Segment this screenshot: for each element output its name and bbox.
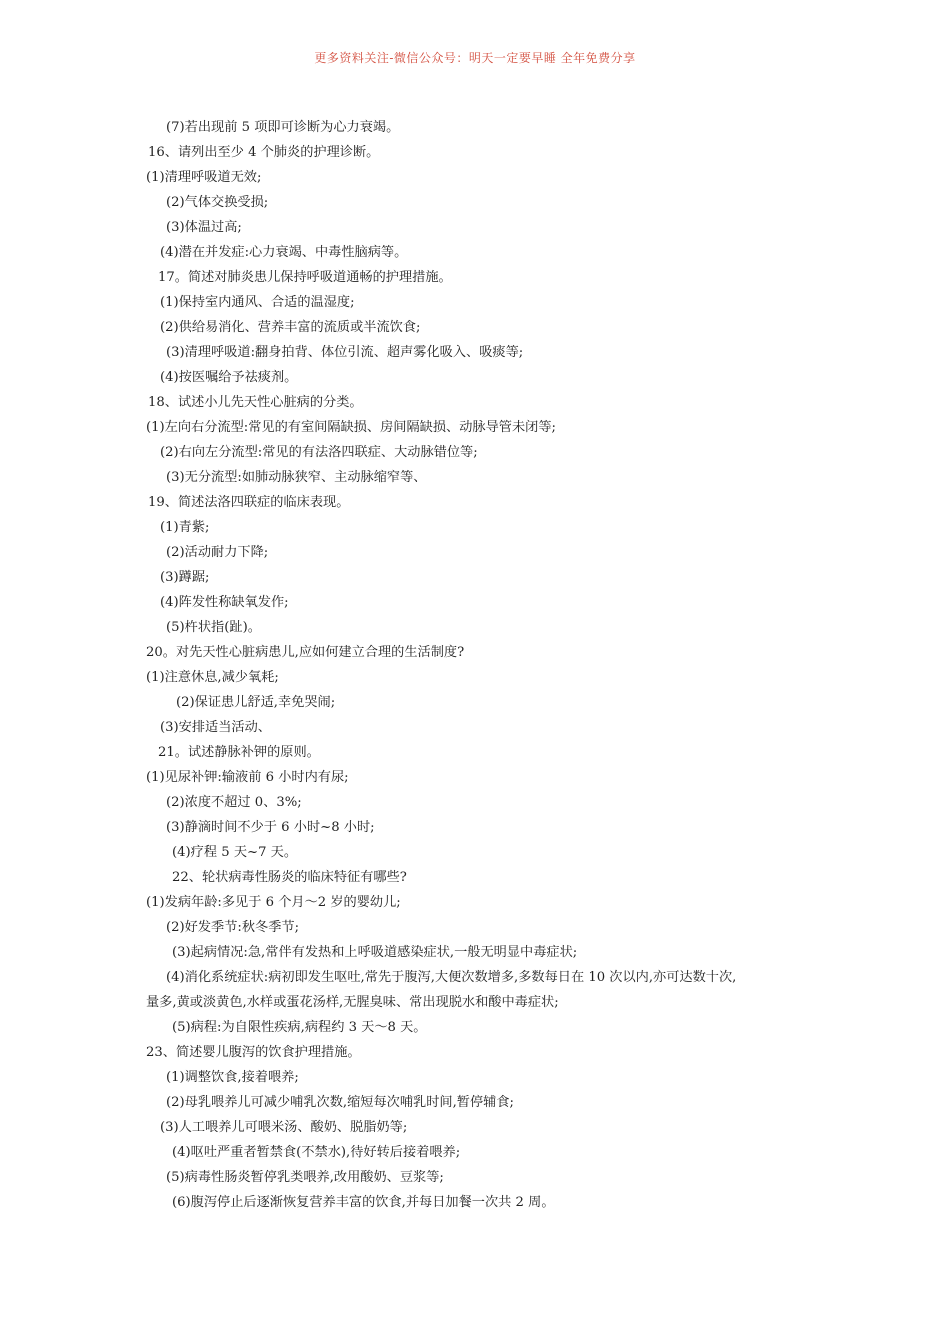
text-line: (2)供给易消化、营养丰富的流质或半流饮食; <box>160 320 421 335</box>
question-heading: 20。对先天性心脏病患儿,应如何建立合理的生活制度? <box>146 645 465 660</box>
text-line: (4)阵发性称缺氧发作; <box>160 595 289 610</box>
text-line: (2)活动耐力下降; <box>166 545 269 560</box>
question-heading: 17。简述对肺炎患儿保持呼吸道通畅的护理措施。 <box>158 270 452 285</box>
text-line: (2)气体交换受损; <box>166 195 269 210</box>
text-line: (4)疗程 5 天~7 天。 <box>172 845 298 860</box>
text-line: (5)杵状指(趾)。 <box>166 620 261 635</box>
text-line: (6)腹泻停止后逐渐恢复营养丰富的饮食,并每日加餐一次共 2 周。 <box>172 1195 555 1210</box>
text-line: (1)发病年龄:多见于 6 个月～2 岁的婴幼儿; <box>146 895 401 910</box>
text-line: (2)右向左分流型:常见的有法洛四联症、大动脉错位等; <box>160 445 478 460</box>
question-heading: 18、试述小儿先天性心脏病的分类。 <box>148 395 363 410</box>
text-line: (4)呕吐严重者暂禁食(不禁水),待好转后接着喂养; <box>172 1145 461 1160</box>
text-line: (3)清理呼吸道:翻身拍背、体位引流、超声雾化吸入、吸痰等; <box>166 345 524 360</box>
page-header-banner: 更多资料关注-微信公众号：明天一定要早睡 全年免费分享 <box>314 51 636 65</box>
text-line: (3)安排适当活动、 <box>160 720 271 735</box>
text-line: (2)浓度不超过 0、3%; <box>166 795 302 810</box>
question-heading: 19、简述法洛四联症的临床表现。 <box>148 495 350 510</box>
text-line: (1)见尿补钾:输液前 6 小时内有尿; <box>146 770 349 785</box>
question-heading: 22、轮状病毒性肠炎的临床特征有哪些? <box>172 870 407 885</box>
text-line: (3)起病情况:急,常伴有发热和上呼吸道感染症状,一般无明显中毒症状; <box>172 945 578 960</box>
text-line: (4)消化系统症状:病初即发生呕吐,常先于腹泻,大便次数增多,多数每日在 10 次以内,亦可达数十次, <box>166 970 737 985</box>
text-line: (3)人工喂养儿可喂米汤、酸奶、脱脂奶等; <box>160 1120 408 1135</box>
text-line: (7)若出现前 5 项即可诊断为心力衰竭。 <box>166 120 400 135</box>
text-line: (1)调整饮食,接着喂养; <box>166 1070 299 1085</box>
text-line: (3)蹲踞; <box>160 570 210 585</box>
text-line: (3)体温过高; <box>166 220 242 235</box>
text-line: (4)按医嘱给予祛痰剂。 <box>160 370 298 385</box>
question-heading: 16、请列出至少 4 个肺炎的护理诊断。 <box>148 145 380 160</box>
text-line: (1)清理呼吸道无效; <box>146 170 262 185</box>
text-line: 量多,黄或淡黄色,水样或蛋花汤样,无腥臭味、常出现脱水和酸中毒症状; <box>146 995 559 1010</box>
text-line: (1)青紫; <box>160 520 210 535</box>
text-line: (1)左向右分流型:常见的有室间隔缺损、房间隔缺损、动脉导管未闭等; <box>146 420 557 435</box>
text-line: (3)静滴时间不少于 6 小时~8 小时; <box>166 820 375 835</box>
question-heading: 23、简述婴儿腹泻的饮食护理措施。 <box>146 1045 361 1060</box>
text-line: (2)母乳喂养儿可减少哺乳次数,缩短每次哺乳时间,暂停辅食; <box>166 1095 515 1110</box>
text-line: (1)注意休息,减少氧耗; <box>146 670 279 685</box>
question-heading: 21。试述静脉补钾的原则。 <box>158 745 320 760</box>
text-line: (2)好发季节:秋冬季节; <box>166 920 300 935</box>
text-line: (4)潜在并发症:心力衰竭、中毒性脑病等。 <box>160 245 408 260</box>
text-line: (5)病程:为自限性疾病,病程约 3 天～8 天。 <box>172 1020 427 1035</box>
text-line: (5)病毒性肠炎暂停乳类喂养,改用酸奶、豆浆等; <box>166 1170 444 1185</box>
text-line: (2)保证患儿舒适,幸免哭闹; <box>176 695 336 710</box>
text-line: (3)无分流型:如肺动脉狭窄、主动脉缩窄等、 <box>166 470 427 485</box>
text-line: (1)保持室内通风、合适的温湿度; <box>160 295 355 310</box>
